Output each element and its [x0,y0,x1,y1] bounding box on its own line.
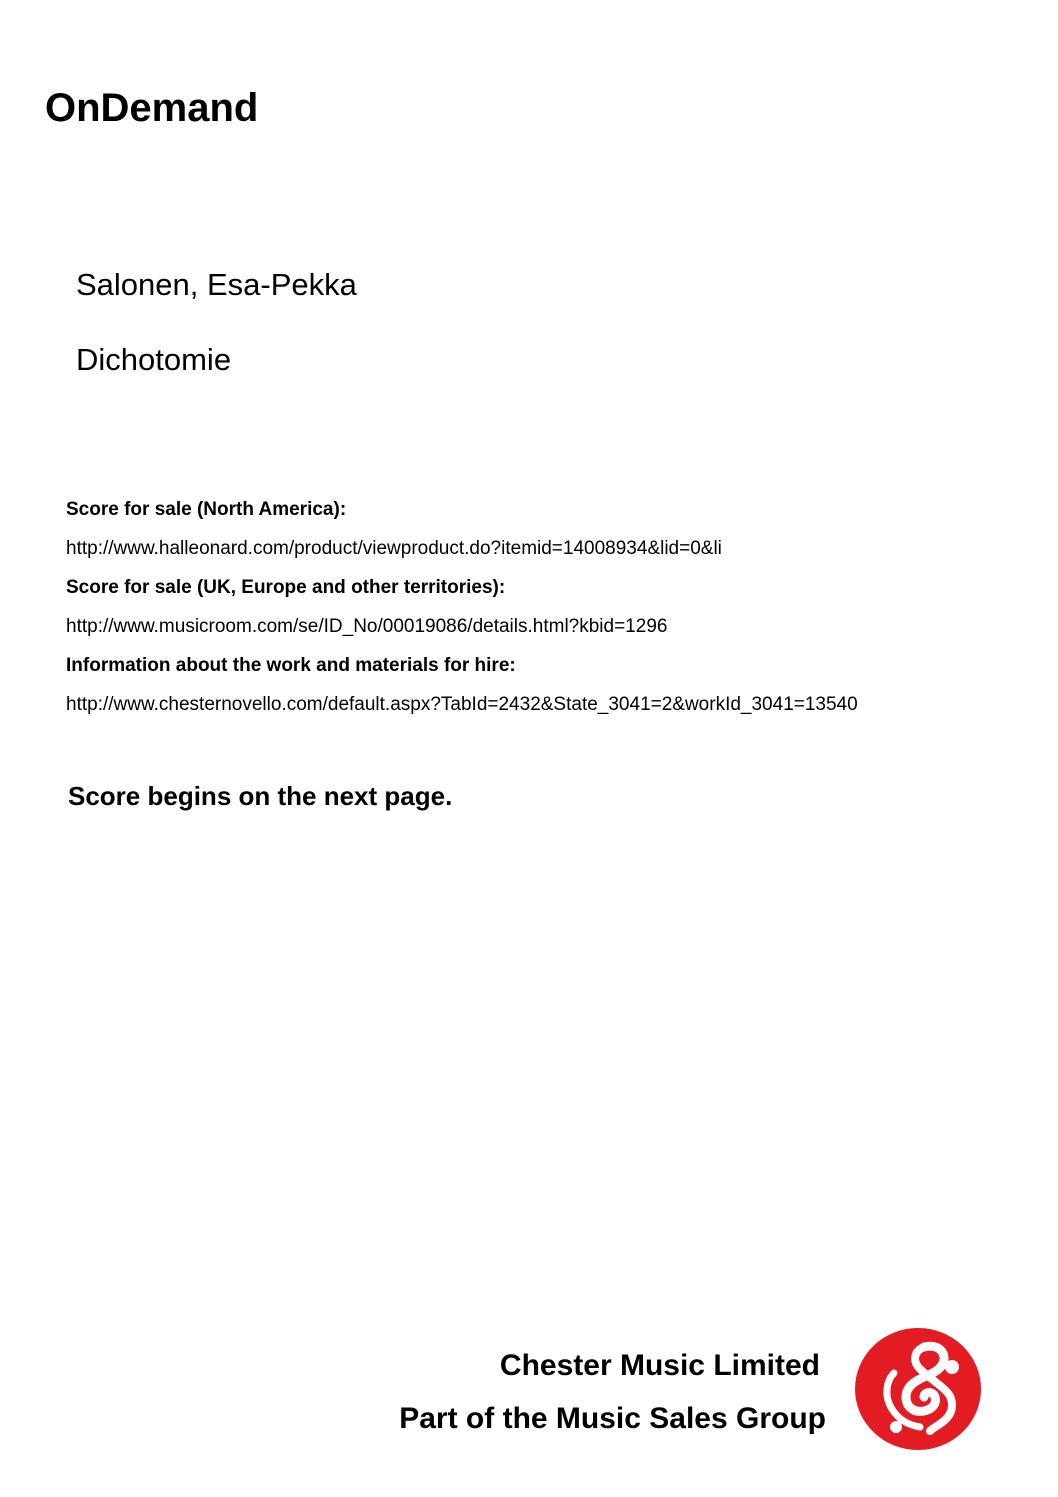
composer-name: Salonen, Esa-Pekka [76,267,357,302]
uk-europe-link[interactable]: http://www.musicroom.com/se/ID_No/00019086/details.html?kbid=1296 [66,616,668,637]
hire-info-label: Information about the work and materials for hire: [66,655,516,676]
north-america-link[interactable]: http://www.halleonard.com/product/viewproduct.do?itemid=14008934&lid=0&li [66,538,722,559]
score-begins-note: Score begins on the next page. [68,781,453,811]
brand-title: OnDemand [45,86,259,130]
north-america-label: Score for sale (North America): [66,499,347,520]
publisher-name: Chester Music Limited [499,1349,820,1382]
hire-info-link[interactable]: http://www.chesternovello.com/default.aspx?TabId=2432&State_3041=2&workId_3041=13540 [66,694,858,715]
publisher-group: Part of the Music Sales Group [399,1402,826,1435]
work-title: Dichotomie [76,342,232,377]
uk-europe-label: Score for sale (UK, Europe and other territories): [66,577,506,598]
music-sales-logo-icon [854,1327,982,1451]
